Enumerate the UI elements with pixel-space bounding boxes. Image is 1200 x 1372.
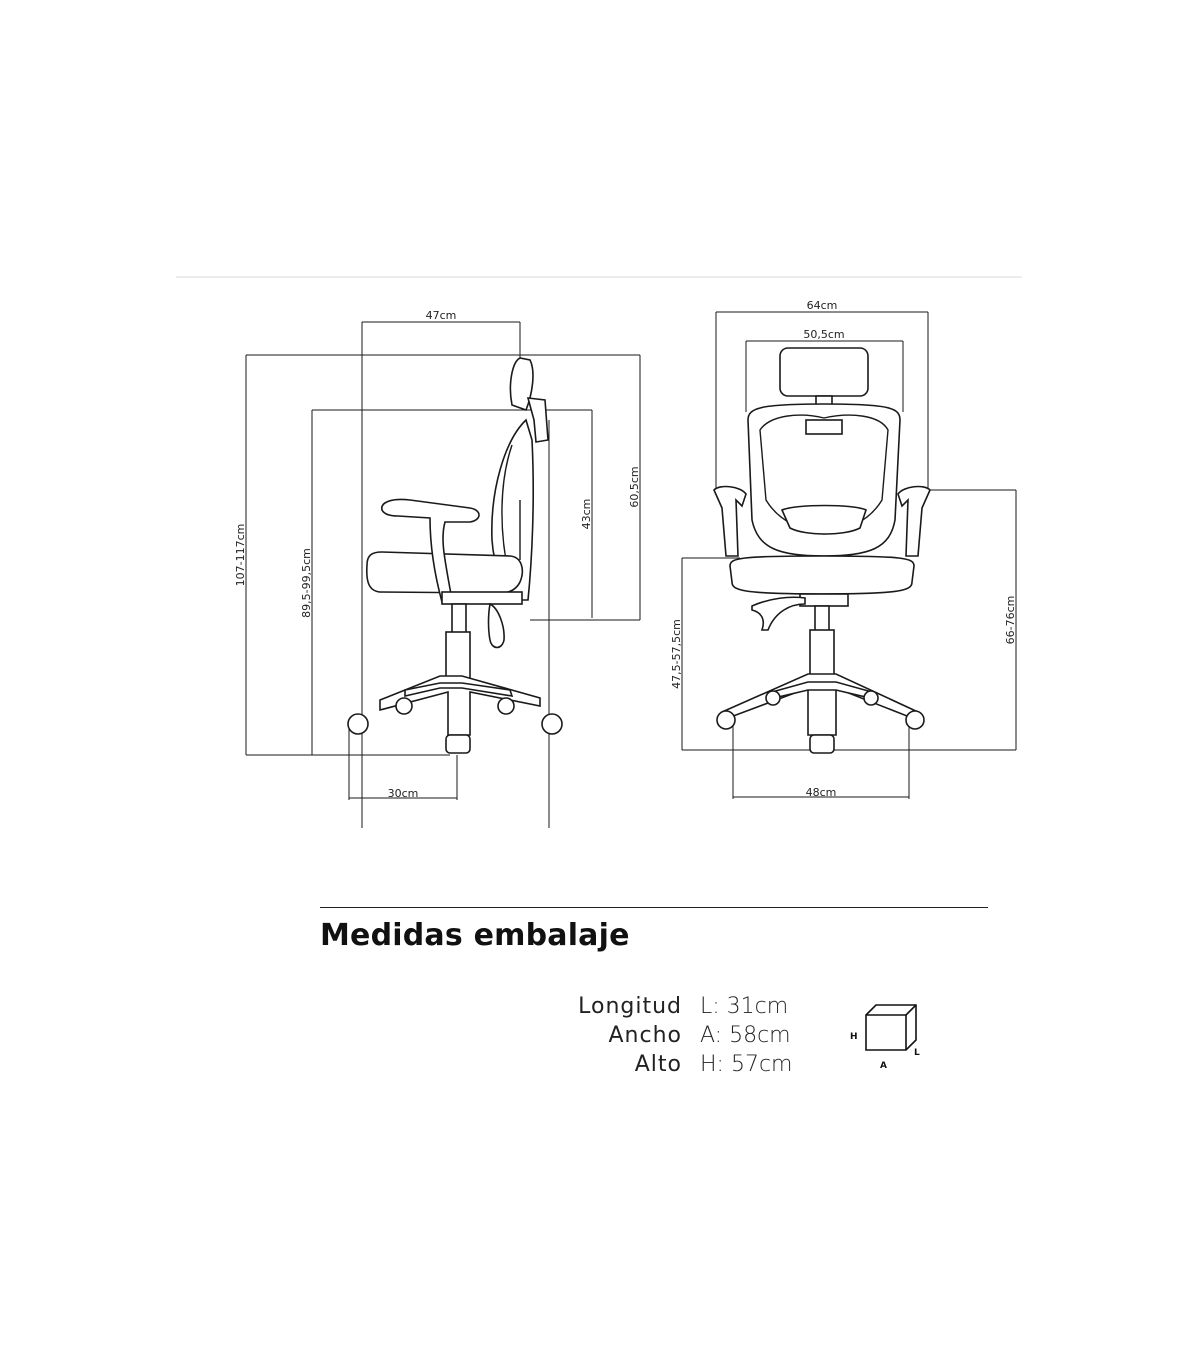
front-base-width-label: 48cm	[805, 786, 837, 799]
packaging-dimension-values	[700, 992, 830, 1079]
height-name: Alto	[634, 1052, 682, 1077]
box-a-label: A	[880, 1061, 887, 1071]
side-backrest-height-label: 43cm	[580, 498, 593, 530]
box-icon	[840, 995, 940, 1075]
packaging-divider	[320, 907, 988, 908]
width-value: A: 58cm	[700, 1023, 791, 1048]
side-seat-top-height-label: 89,5-99,5cm	[300, 548, 313, 618]
packaging-title: Medidas embalaje	[320, 918, 630, 953]
front-seat-height-label: 47,5-57,5cm	[670, 619, 683, 689]
front-backrest-width-label: 50,5cm	[803, 328, 845, 341]
width-name: Ancho	[608, 1023, 682, 1048]
side-base-radius-label: 30cm	[387, 787, 419, 800]
side-overall-height-label: 107-117cm	[234, 523, 247, 587]
box-h-label: H	[850, 1032, 858, 1042]
front-overall-width-label: 64cm	[806, 299, 838, 312]
front-view	[670, 299, 1017, 799]
side-headrest-seat-label: 60,5cm	[628, 466, 641, 508]
length-value: L: 31cm	[700, 994, 789, 1019]
length-name: Longitud	[578, 994, 682, 1019]
side-depth-label: 47cm	[425, 309, 457, 322]
side-view	[234, 309, 641, 828]
packaging-dimension-names	[470, 992, 682, 1079]
height-value: H: 57cm	[700, 1052, 793, 1077]
front-armrest-height-label: 66-76cm	[1004, 595, 1017, 645]
box-l-label: L	[914, 1048, 920, 1058]
